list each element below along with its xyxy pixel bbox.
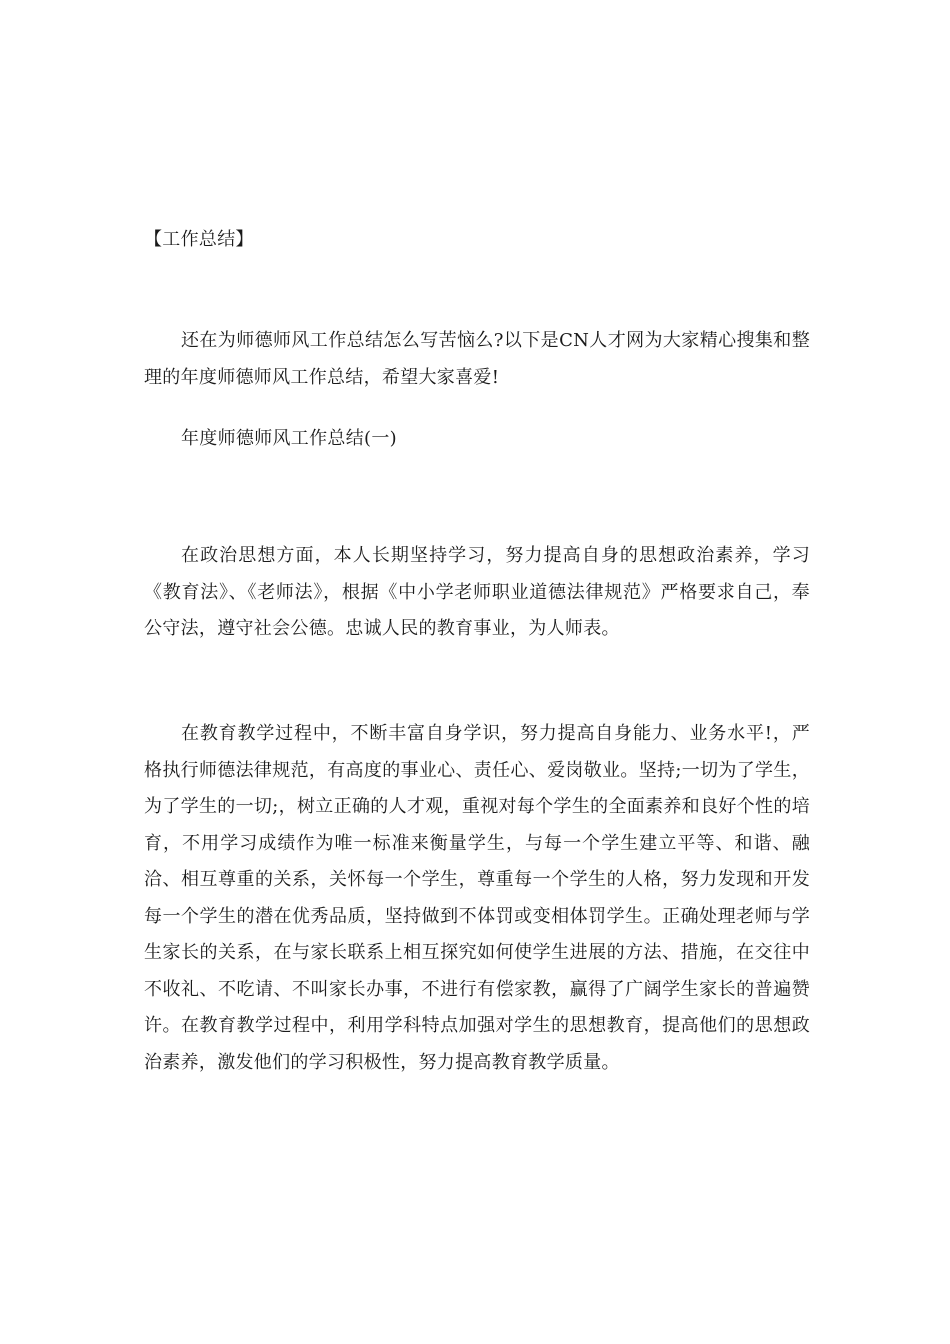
section-tag: 【工作总结】 — [144, 229, 254, 250]
body-paragraph: 在教育教学过程中，不断丰富自身学识，努力提高自身能力、业务水平!，严格执行师德法律规范，有高度的事业心、责任心、爱岗敬业。坚持;一切为了学生，为了学生的一切;，树立正确的人才观，重视对每个学生的全面素养和良好个性的培育，不用学习成绩作为唯一标准来衡量学生，与每一个学生建立平等、和谐、融洽、相互尊重的关系，关怀每一个学生，尊重每一个学生的人格，努力发现和开发每一个学生的潜在优秀品质，坚持做到不体罚或变相体罚学生。正确处理老师与学生家长的关系，在与家长联系上相互探究如何使学生进展的方法、措施，在交往中不收礼、不吃请、不叫家长办事，不进行有偿家教，赢得了广阔学生家长的普遍赞许。在教育教学过程中，利用学科特点加强对学生的思想教育，提高他们的思想政治素养，激发他们的学习积极性，努力提高教育教学质量。 — [144, 723, 810, 1073]
body-paragraph: 在政治思想方面，本人长期坚持学习，努力提高自身的思想政治素养，学习《教育法》、《老师法》，根据《中小学老师职业道德法律规范》严格要求自己，奉公守法，遵守社会公德。忠诚人民的教育事业，为人师表。 — [144, 545, 810, 639]
intro-paragraph: 还在为师德师风工作总结怎么写苦恼么?以下是CN人才网为大家精心搜集和整理的年度师德师风工作总结，希望大家喜爱! — [144, 330, 810, 388]
section-subtitle: 年度师德师风工作总结(一) — [181, 428, 397, 449]
